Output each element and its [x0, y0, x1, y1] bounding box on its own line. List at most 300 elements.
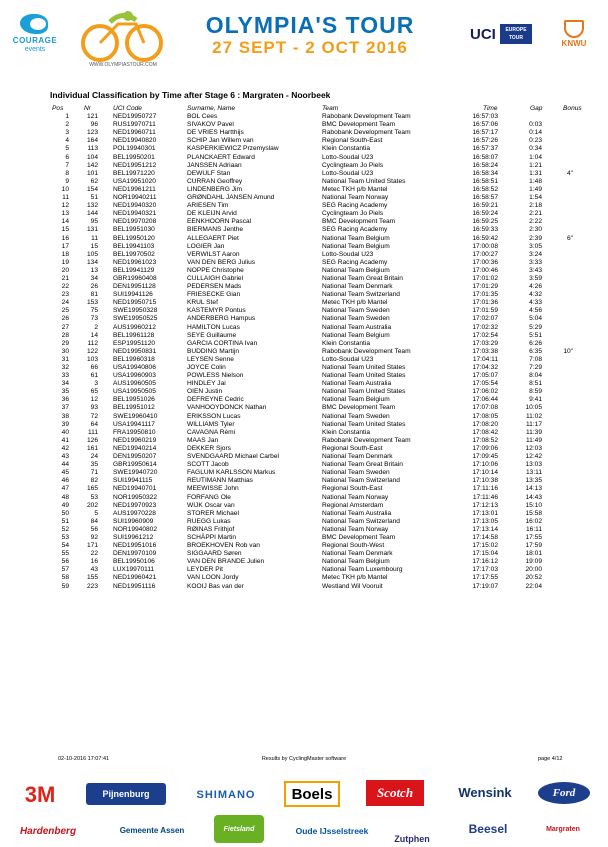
- cell-name: FAGLUM KARLSSON Markus: [187, 469, 276, 477]
- cell-time: 17:08:05: [472, 412, 498, 420]
- uci-logo: UCI: [470, 26, 496, 43]
- cell-pos: 3: [65, 129, 69, 137]
- cell-pos: 24: [61, 299, 69, 307]
- cell-code: DEN19970109: [113, 550, 157, 558]
- cell-code: BEL19941103: [113, 242, 155, 250]
- table-row: [0, 129, 608, 137]
- cell-time: 17:05:07: [472, 372, 498, 380]
- cell-name: FRIESECKE Gian: [187, 291, 241, 299]
- cell-gap: 3:05: [529, 242, 542, 250]
- cell-name: POWLESS Nielson: [187, 372, 244, 380]
- cell-name: BIERMANS Jenthe: [187, 226, 244, 234]
- sponsor-boels-logo: Boels: [284, 781, 340, 807]
- cell-team: National Team Norway: [322, 194, 389, 202]
- col-header-gap: Gap: [530, 105, 543, 112]
- table-body: [0, 113, 608, 591]
- cell-gap: 4:32: [529, 291, 542, 299]
- cell-code: NED19940321: [113, 210, 157, 218]
- cell-code: SUI19961212: [113, 533, 154, 541]
- cell-gap: 16:11: [525, 525, 542, 533]
- cell-gap: 14:43: [525, 493, 542, 501]
- cell-team: Regional South-East: [322, 137, 383, 145]
- cell-name: KASPERKIEWICZ Przemyslaw: [187, 145, 279, 153]
- col-header-team: Team: [322, 105, 339, 112]
- cell-nr: 126: [86, 436, 98, 444]
- cell-name: FORFANG Ole: [187, 493, 231, 501]
- cell-code: AUS19960505: [113, 380, 156, 388]
- results-by-credit: Results by CyclingMaster software: [261, 756, 347, 762]
- cell-pos: 33: [61, 372, 69, 380]
- cell-nr: 131: [86, 226, 98, 234]
- cell-nr: 66: [90, 364, 98, 371]
- cell-gap: 2:39: [529, 234, 542, 242]
- knwu-text: KNWU: [561, 39, 587, 48]
- cell-gap: 16:02: [525, 517, 542, 525]
- table-row: [0, 243, 608, 251]
- cell-code: LUX19970111: [113, 566, 155, 574]
- cell-name: STORER Michael: [187, 509, 239, 517]
- cell-gap: 7:08: [529, 355, 542, 363]
- cell-code: NED19961023: [113, 258, 157, 266]
- tour-title: OLYMPIA'S TOUR: [205, 12, 415, 38]
- cell-code: NED19961211: [113, 185, 156, 193]
- cell-name: RØINAS Frithjof: [187, 525, 235, 533]
- cell-name: LINDENBERG Jim: [187, 185, 242, 193]
- cell-nr: 81: [90, 291, 98, 299]
- cell-gap: 11:02: [525, 412, 542, 420]
- olympias-tour-bike-logo: [80, 10, 165, 65]
- cell-nr: 96: [90, 121, 98, 129]
- cell-team: National Team Sweden: [322, 307, 390, 315]
- cell-team: BMC Development Team: [322, 218, 396, 226]
- cell-time: 17:12:13: [472, 501, 498, 509]
- table-row: [0, 510, 608, 518]
- cell-time: 17:14:58: [472, 533, 498, 541]
- cell-pos: 38: [61, 412, 69, 420]
- cell-code: BEL19971220: [113, 169, 155, 177]
- cell-gap: 4:56: [529, 307, 542, 315]
- cell-name: LOGIER Jan: [187, 242, 225, 250]
- cell-nr: 122: [86, 347, 98, 355]
- sponsor-3m-logo: 3M: [24, 782, 56, 807]
- cell-gap: 13:11: [525, 469, 542, 477]
- cell-team: National Team Australia: [322, 509, 392, 517]
- cell-gap: 3:33: [529, 258, 542, 266]
- cell-gap: 0:14: [529, 129, 542, 137]
- sponsor-ford-logo: Ford: [538, 782, 590, 804]
- cell-code: NOR19950322: [113, 493, 157, 501]
- cell-code: NED19970208: [113, 218, 157, 226]
- cell-name: SCHÄPPI Martin: [187, 533, 237, 541]
- cell-team: National Team Great Britain: [322, 461, 403, 469]
- cell-code: NED19951212: [113, 161, 157, 169]
- cell-nr: 35: [90, 461, 98, 469]
- cell-pos: 14: [61, 218, 69, 226]
- table-row: [0, 178, 608, 186]
- cell-time: 16:58:52: [472, 185, 498, 193]
- cell-time: 17:01:59: [472, 307, 498, 315]
- cell-nr: 171: [86, 542, 98, 550]
- cell-nr: 95: [90, 218, 98, 226]
- cell-team: National Team United States: [322, 372, 406, 380]
- cell-name: LEYDER Pit: [187, 566, 223, 574]
- cell-team: National Team Sweden: [322, 315, 390, 323]
- cell-nr: 14: [90, 331, 98, 339]
- cell-code: USA19960903: [113, 372, 156, 380]
- cell-name: PLANCKAERT Edward: [187, 153, 255, 161]
- cell-team: National Team United States: [322, 364, 406, 371]
- cell-code: USA19950505: [113, 388, 156, 396]
- cell-nr: 65: [90, 388, 98, 396]
- cell-pos: 42: [61, 444, 69, 452]
- cell-pos: 55: [61, 550, 69, 558]
- cell-nr: 72: [90, 412, 98, 420]
- cell-time: 16:59:42: [472, 234, 498, 242]
- cell-team: National Team Switzerland: [322, 517, 400, 525]
- cell-pos: 31: [61, 355, 69, 363]
- cell-nr: 53: [90, 493, 98, 501]
- table-row: [0, 445, 608, 453]
- cell-code: BEL19941129: [113, 266, 155, 274]
- cell-gap: 11:17: [525, 420, 542, 428]
- table-row: [0, 364, 608, 372]
- cell-team: National Team Sweden: [322, 412, 390, 420]
- cell-name: WILLIAMS Tyler: [187, 420, 235, 428]
- cell-gap: 22:04: [525, 582, 542, 590]
- cell-team: Lotto-Soudal U23: [322, 250, 374, 258]
- table-row: [0, 340, 608, 348]
- cell-time: 17:04:32: [472, 364, 498, 371]
- cell-pos: 39: [61, 420, 69, 428]
- cell-pos: 56: [61, 558, 69, 566]
- cell-gap: 1:04: [529, 153, 542, 161]
- cell-nr: 51: [90, 194, 98, 202]
- cell-pos: 13: [61, 210, 69, 218]
- cell-gap: 3:43: [529, 266, 542, 274]
- table-row: [0, 283, 608, 291]
- table-row: [0, 194, 608, 202]
- cell-pos: 30: [61, 347, 69, 355]
- classification-table: [0, 105, 608, 591]
- table-row: [0, 154, 608, 162]
- table-row: [0, 145, 608, 153]
- cell-nr: 22: [90, 550, 98, 558]
- cell-code: SUI19941115: [113, 477, 153, 485]
- cell-name: NOPPE Christophe: [187, 266, 244, 274]
- col-header-bonus: Bonus: [563, 105, 582, 112]
- cell-gap: 6:26: [529, 339, 542, 347]
- cell-nr: 3: [94, 380, 98, 388]
- table-row: [0, 137, 608, 145]
- cell-time: 17:02:54: [472, 331, 498, 339]
- cell-nr: 111: [87, 428, 98, 436]
- cell-code: POL19940301: [113, 145, 156, 153]
- cell-code: GBR19960408: [113, 274, 157, 282]
- cell-gap: 1:48: [529, 177, 542, 185]
- cell-team: National Team United States: [322, 420, 406, 428]
- cell-time: 17:09:45: [472, 453, 498, 461]
- sponsor-shimano-logo: SHIMANO: [196, 789, 256, 801]
- cell-name: PEDERSEN Mads: [187, 283, 242, 291]
- cell-gap: 3:24: [529, 250, 542, 258]
- cell-gap: 12:03: [525, 444, 542, 452]
- cell-pos: 34: [61, 380, 69, 388]
- cell-code: DEN19950207: [113, 453, 157, 461]
- cell-gap: 0:03: [529, 121, 542, 129]
- cell-pos: 10: [61, 185, 69, 193]
- cell-code: NED19960219: [113, 436, 157, 444]
- cell-name: LEYSEN Senne: [187, 355, 234, 363]
- cell-time: 17:00:36: [472, 258, 498, 266]
- sponsor-gemeente-assen-logo: Gemeente Assen: [119, 825, 185, 835]
- cell-time: 16:57:17: [472, 129, 498, 137]
- cell-team: Metec TKH p/b Mantel: [322, 574, 388, 582]
- cell-pos: 18: [61, 250, 69, 258]
- cell-pos: 48: [61, 493, 69, 501]
- sponsor-fietsland-logo: Fietsland: [214, 815, 264, 843]
- cell-nr: 155: [86, 574, 98, 582]
- cell-name: SCOTT Jacob: [187, 461, 229, 469]
- cell-time: 17:06:02: [472, 388, 498, 396]
- table-row: [0, 469, 608, 477]
- table-row: [0, 429, 608, 437]
- cell-gap: 2:18: [529, 202, 542, 210]
- cell-code: NED19950727: [113, 113, 157, 121]
- table-row: [0, 315, 608, 323]
- cell-team: Cyclingteam Jo Piels: [322, 161, 384, 169]
- cell-code: AUS19970228: [113, 509, 156, 517]
- cell-time: 16:59:25: [472, 218, 498, 226]
- cell-nr: 104: [86, 153, 98, 161]
- cell-team: Rabobank Development Team: [322, 436, 411, 444]
- cell-time: 16:58:34: [472, 169, 498, 177]
- table-row: [0, 162, 608, 170]
- cell-name: SCHIP Jan Willem van: [187, 137, 254, 145]
- cell-code: NED19940320: [113, 202, 157, 210]
- cell-pos: 20: [61, 266, 69, 274]
- cell-team: SEG Racing Academy: [322, 258, 388, 266]
- print-timestamp: 02-10-2016 17:07:41: [58, 756, 110, 762]
- cell-team: National Team Denmark: [322, 283, 393, 291]
- table-row: [0, 566, 608, 574]
- cell-name: ARIESEN Tim: [187, 202, 229, 210]
- cell-pos: 15: [61, 226, 69, 234]
- table-row: [0, 226, 608, 234]
- table-row: [0, 210, 608, 218]
- cell-gap: 5:51: [529, 331, 542, 339]
- cell-gap: 19:09: [525, 558, 542, 566]
- cell-gap: 4:26: [529, 283, 542, 291]
- cell-time: 17:06:44: [472, 396, 498, 404]
- cell-team: National Team Sweden: [322, 469, 390, 477]
- cell-gap: 5:04: [529, 315, 542, 323]
- cell-team: Lotto-Soudal U23: [322, 153, 374, 161]
- cell-time: 16:58:51: [472, 177, 498, 185]
- col-header-time: Time: [483, 105, 498, 112]
- table-row: [0, 275, 608, 283]
- cell-name: KASTEMYR Pontus: [187, 307, 246, 315]
- table-row: [0, 574, 608, 582]
- cell-nr: 5: [94, 509, 98, 517]
- cell-code: BEL19951030: [113, 226, 155, 234]
- cell-time: 17:08:52: [472, 436, 498, 444]
- cell-gap: 8:04: [529, 372, 542, 380]
- cell-team: National Team Denmark: [322, 550, 393, 558]
- table-row: [0, 170, 608, 178]
- cell-nr: 161: [86, 444, 98, 452]
- table-row: [0, 218, 608, 226]
- table-row: [0, 453, 608, 461]
- table-row: [0, 299, 608, 307]
- cell-pos: 53: [61, 533, 69, 541]
- cell-time: 17:04:11: [472, 355, 498, 363]
- table-row: [0, 251, 608, 259]
- cell-code: BEL19951012: [113, 404, 155, 412]
- cell-gap: 1:31: [529, 169, 542, 177]
- cell-nr: 12: [90, 396, 98, 404]
- cell-gap: 8:59: [529, 388, 542, 396]
- sponsor-hardenberg-logo: Hardenberg: [19, 825, 77, 837]
- cell-code: BEL19950106: [113, 558, 155, 566]
- cell-time: 16:57:03: [472, 113, 498, 121]
- cell-name: GARCIA CORTINA Ivan: [187, 339, 258, 347]
- cell-time: 17:10:06: [472, 461, 498, 469]
- table-row: [0, 558, 608, 566]
- cell-pos: 22: [61, 283, 69, 291]
- cell-pos: 12: [61, 202, 69, 210]
- cell-time: 16:59:33: [472, 226, 498, 234]
- table-row: [0, 404, 608, 412]
- table-row: [0, 186, 608, 194]
- table-row: [0, 542, 608, 550]
- cell-pos: 5: [65, 145, 69, 153]
- sponsor-scotch-logo: Scotch: [366, 780, 424, 806]
- cell-name: BROEKHOVEN Rob van: [187, 542, 260, 550]
- cell-code: NED19960711: [113, 129, 156, 137]
- cell-time: 17:17:03: [472, 566, 498, 574]
- cell-nr: 13: [90, 266, 98, 274]
- cell-nr: 92: [90, 533, 98, 541]
- cell-nr: 64: [90, 420, 98, 428]
- cell-time: 17:16:12: [472, 558, 498, 566]
- cell-name: VAN DEN BRANDE Julien: [187, 558, 265, 566]
- table-row: [0, 550, 608, 558]
- cell-gap: 13:03: [525, 461, 542, 469]
- cell-time: 17:00:46: [472, 266, 498, 274]
- cell-name: KRUL Stef: [187, 299, 218, 307]
- cell-name: HINDLEY Jai: [187, 380, 226, 388]
- cell-gap: 18:01: [525, 550, 542, 558]
- cell-team: BMC Development Team: [322, 404, 396, 412]
- table-row: [0, 372, 608, 380]
- cell-code: SUI19960909: [113, 517, 154, 525]
- cell-team: Metec TKH p/b Mantel: [322, 299, 388, 307]
- cell-time: 17:00:27: [472, 250, 498, 258]
- cell-code: USA19940806: [113, 364, 156, 371]
- table-row: [0, 534, 608, 542]
- cell-time: 16:59:21: [472, 202, 498, 210]
- cell-team: Regional Amsterdam: [322, 501, 384, 509]
- cell-nr: 123: [86, 129, 98, 137]
- cell-name: SEYE Guillaume: [187, 331, 237, 339]
- cell-name: VERWILST Aaron: [187, 250, 240, 258]
- table-row: [0, 437, 608, 445]
- cell-pos: 32: [61, 364, 69, 371]
- cell-gap: 12:42: [525, 453, 542, 461]
- cell-time: 17:02:07: [472, 315, 498, 323]
- cell-time: 17:11:16: [472, 485, 498, 493]
- cell-pos: 45: [61, 469, 69, 477]
- cell-team: National Team Switzerland: [322, 477, 400, 485]
- uci-europe-tour-badge: EUROPE TOUR: [500, 24, 532, 44]
- cell-pos: 16: [61, 234, 69, 242]
- cell-time: 17:07:08: [472, 404, 498, 412]
- knwu-shield-icon: [564, 20, 584, 38]
- cell-code: BEL19950201: [113, 153, 155, 161]
- cell-name: DE KLEIJN Arvid: [187, 210, 237, 218]
- cell-code: NED19970923: [113, 501, 157, 509]
- cell-gap: 14:13: [525, 485, 542, 493]
- cell-gap: 2:30: [529, 226, 542, 234]
- cell-pos: 17: [61, 242, 69, 250]
- table-row: [0, 291, 608, 299]
- cell-time: 17:03:38: [472, 347, 498, 355]
- cell-gap: 17:55: [525, 533, 542, 541]
- tour-dates: 27 SEPT - 2 OCT 2016: [212, 38, 408, 57]
- cell-pos: 9: [65, 177, 69, 185]
- cell-team: National Team Switzerland: [322, 291, 400, 299]
- cell-nr: 24: [90, 453, 98, 461]
- cell-time: 17:00:08: [472, 242, 498, 250]
- cell-code: USA19951020: [113, 177, 156, 185]
- cell-pos: 54: [61, 542, 69, 550]
- cell-gap: 1:49: [529, 185, 542, 193]
- cell-code: DEN19951128: [113, 283, 156, 291]
- cell-nr: 101: [86, 169, 98, 177]
- cell-code: BEL19970502: [113, 250, 155, 258]
- cell-nr: 73: [90, 315, 98, 323]
- cell-time: 17:01:36: [472, 299, 498, 307]
- cell-pos: 23: [61, 291, 69, 299]
- cell-gap: 6:35: [529, 347, 542, 355]
- cell-nr: 56: [90, 525, 98, 533]
- cell-pos: 27: [61, 323, 69, 331]
- cell-name: GRØNDAHL JANSEN Amund: [187, 194, 275, 202]
- cell-team: Cyclingteam Jo Piels: [322, 210, 384, 218]
- cell-code: FRA19950810: [113, 428, 156, 436]
- table-row: [0, 267, 608, 275]
- cell-team: National Team United States: [322, 388, 406, 396]
- cell-gap: 13:35: [525, 477, 542, 485]
- cell-nr: 112: [87, 339, 98, 347]
- cell-pos: 1: [65, 113, 69, 121]
- cell-gap: 17:59: [525, 542, 542, 550]
- cell-pos: 58: [61, 574, 69, 582]
- tour-url: WWW.OLYMPIASTOUR.COM: [89, 62, 157, 68]
- col-header-code: UCI Code: [113, 105, 142, 112]
- table-row: [0, 235, 608, 243]
- sponsor-beesel-logo: Beesel: [468, 822, 508, 836]
- cell-team: National Team Norway: [322, 525, 389, 533]
- cell-gap: 2:21: [529, 210, 542, 218]
- cell-code: NED19951116: [113, 582, 156, 590]
- cell-team: National Team Luxembourg: [322, 566, 403, 574]
- cell-time: 17:05:54: [472, 380, 498, 388]
- cell-gap: 2:22: [529, 218, 542, 226]
- cell-nr: 16: [90, 558, 98, 566]
- cell-pos: 26: [61, 315, 69, 323]
- logo-text-courage: COURAGE: [12, 36, 58, 45]
